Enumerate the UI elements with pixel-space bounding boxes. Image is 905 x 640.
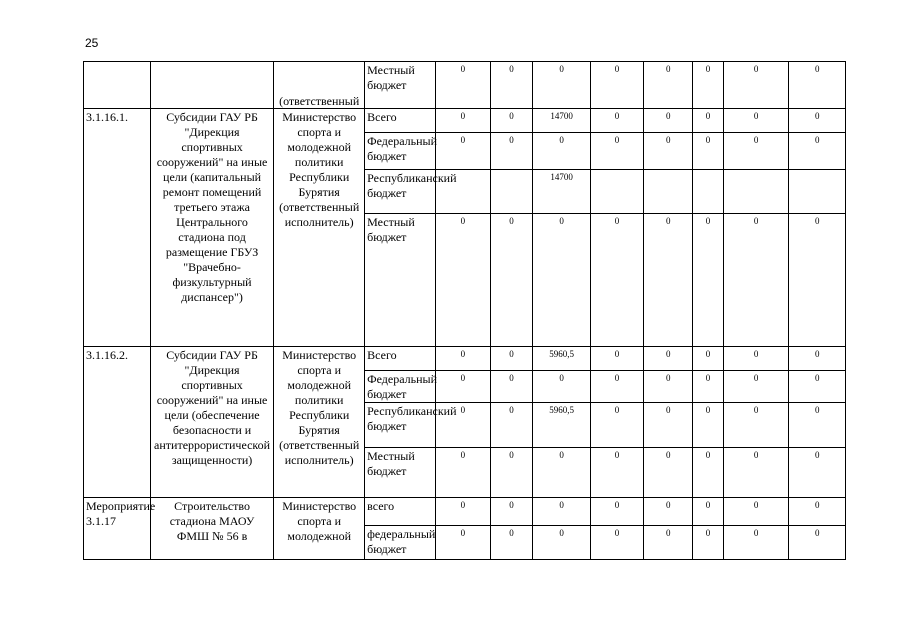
amount-cell: 0: [723, 371, 789, 403]
amount-cell: 0: [693, 133, 723, 170]
amount-cell: 0: [590, 109, 643, 133]
amount-cell: 0: [693, 62, 723, 109]
amount-cell: 0: [644, 62, 693, 109]
amount-cell: 0: [723, 498, 789, 526]
amount-cell: 0: [693, 403, 723, 448]
amount-cell: 0: [789, 214, 846, 347]
amount-cell: 0: [644, 109, 693, 133]
amount-cell: 0: [533, 62, 590, 109]
measure-code: 3.1.16.1.: [84, 109, 151, 347]
amount-cell: 0: [590, 403, 643, 448]
amount-cell: 0: [436, 371, 490, 403]
amount-cell: 0: [789, 62, 846, 109]
funding-source: Федеральный бюджет: [365, 133, 436, 170]
amount-cell: 0: [590, 526, 643, 560]
amount-cell: 0: [723, 214, 789, 347]
amount-cell: 0: [644, 403, 693, 448]
table-row: [84, 498, 846, 526]
amount-cell: 0: [490, 403, 533, 448]
amount-cell: 5960,5: [533, 403, 590, 448]
amount-cell: 0: [644, 371, 693, 403]
amount-cell: 0: [436, 403, 490, 448]
measure-code: Мероприятие 3.1.17: [84, 498, 151, 560]
funding-source: всего: [365, 498, 436, 526]
funding-source: Местный бюджет: [365, 214, 436, 347]
amount-cell: 0: [789, 526, 846, 560]
amount-cell: 0: [693, 526, 723, 560]
amount-cell: 0: [789, 448, 846, 498]
funding-source: Федеральный бюджет: [365, 371, 436, 403]
amount-cell: 0: [533, 526, 590, 560]
amount-cell: 0: [789, 498, 846, 526]
measure-code: [84, 62, 151, 109]
amount-cell: 0: [490, 371, 533, 403]
amount-cell: 0: [723, 133, 789, 170]
amount-cell: 0: [436, 448, 490, 498]
executor: Министерство спорта и молодежной политики Республики Бурятия (ответственный исполнитель): [274, 347, 365, 498]
measure-name: Субсидии ГАУ РБ "Дирекция спортивных сооружений" на иные цели (капитальный ремонт помещений третьего этажа Центрального стадиона под размещение ГБУЗ "Врачебно-физкультурный диспансер"): [150, 109, 273, 347]
amount-cell: 0: [490, 526, 533, 560]
amount-cell: 0: [436, 498, 490, 526]
amount-cell: 0: [723, 347, 789, 371]
page-number: 25: [85, 36, 99, 50]
amount-cell: 0: [436, 214, 490, 347]
amount-cell: 0: [644, 347, 693, 371]
amount-cell: 0: [490, 62, 533, 109]
amount-cell: 0: [723, 403, 789, 448]
funding-source: Местный бюджет: [365, 62, 436, 109]
amount-cell: 0: [590, 498, 643, 526]
amount-cell: 0: [789, 371, 846, 403]
amount-cell: 14700: [533, 170, 590, 214]
amount-cell: 0: [693, 109, 723, 133]
amount-cell: 0: [644, 448, 693, 498]
amount-cell: 0: [723, 448, 789, 498]
amount-cell: 0: [590, 448, 643, 498]
amount-cell: 0: [693, 214, 723, 347]
amount-cell: 0: [533, 371, 590, 403]
amount-cell: [723, 170, 789, 214]
amount-cell: 0: [789, 133, 846, 170]
table-row: [84, 62, 846, 109]
amount-cell: 0: [533, 133, 590, 170]
amount-cell: 0: [789, 347, 846, 371]
measure-name: Строительство стадиона МАОУ ФМШ № 56 в: [150, 498, 273, 560]
measure-name: Субсидии ГАУ РБ "Дирекция спортивных сооружений" на иные цели (обеспечение безопасности и антитеррористической защищенности): [150, 347, 273, 498]
funding-source: Республиканский бюджет: [365, 170, 436, 214]
amount-cell: 0: [436, 526, 490, 560]
amount-cell: 0: [693, 371, 723, 403]
funding-source: Местный бюджет: [365, 448, 436, 498]
amount-cell: 0: [723, 109, 789, 133]
amount-cell: 0: [789, 403, 846, 448]
amount-cell: 0: [490, 448, 533, 498]
executor: (ответственный: [274, 62, 365, 109]
amount-cell: 0: [490, 133, 533, 170]
funding-source: Всего: [365, 109, 436, 133]
amount-cell: 0: [490, 347, 533, 371]
amount-cell: 0: [644, 133, 693, 170]
amount-cell: 0: [533, 498, 590, 526]
amount-cell: 0: [644, 526, 693, 560]
amount-cell: 0: [490, 109, 533, 133]
amount-cell: 0: [723, 526, 789, 560]
measure-name: [150, 62, 273, 109]
amount-cell: 0: [590, 133, 643, 170]
executor: Министерство спорта и молодежной: [274, 498, 365, 560]
budget-table: [83, 61, 846, 560]
amount-cell: 0: [693, 448, 723, 498]
amount-cell: 0: [590, 62, 643, 109]
executor: Министерство спорта и молодежной политики Республики Бурятия (ответственный исполнитель): [274, 109, 365, 347]
amount-cell: 0: [533, 214, 590, 347]
amount-cell: 0: [789, 109, 846, 133]
amount-cell: 0: [723, 62, 789, 109]
amount-cell: 0: [436, 109, 490, 133]
amount-cell: [490, 170, 533, 214]
funding-source: федеральный бюджет: [365, 526, 436, 560]
amount-cell: [590, 170, 643, 214]
amount-cell: 0: [644, 214, 693, 347]
funding-source: Всего: [365, 347, 436, 371]
amount-cell: 0: [693, 347, 723, 371]
amount-cell: 0: [436, 62, 490, 109]
amount-cell: 0: [436, 133, 490, 170]
amount-cell: 0: [490, 498, 533, 526]
amount-cell: 0: [590, 214, 643, 347]
amount-cell: 5960,5: [533, 347, 590, 371]
amount-cell: 0: [533, 448, 590, 498]
measure-code: 3.1.16.2.: [84, 347, 151, 498]
amount-cell: [693, 170, 723, 214]
amount-cell: 0: [590, 347, 643, 371]
table-row: [84, 347, 846, 371]
amount-cell: 0: [693, 498, 723, 526]
amount-cell: 0: [644, 498, 693, 526]
amount-cell: [644, 170, 693, 214]
funding-source: Республиканский бюджет: [365, 403, 436, 448]
amount-cell: [789, 170, 846, 214]
table-row: [84, 109, 846, 133]
amount-cell: 0: [490, 214, 533, 347]
amount-cell: 0: [436, 347, 490, 371]
amount-cell: 14700: [533, 109, 590, 133]
amount-cell: 0: [590, 371, 643, 403]
